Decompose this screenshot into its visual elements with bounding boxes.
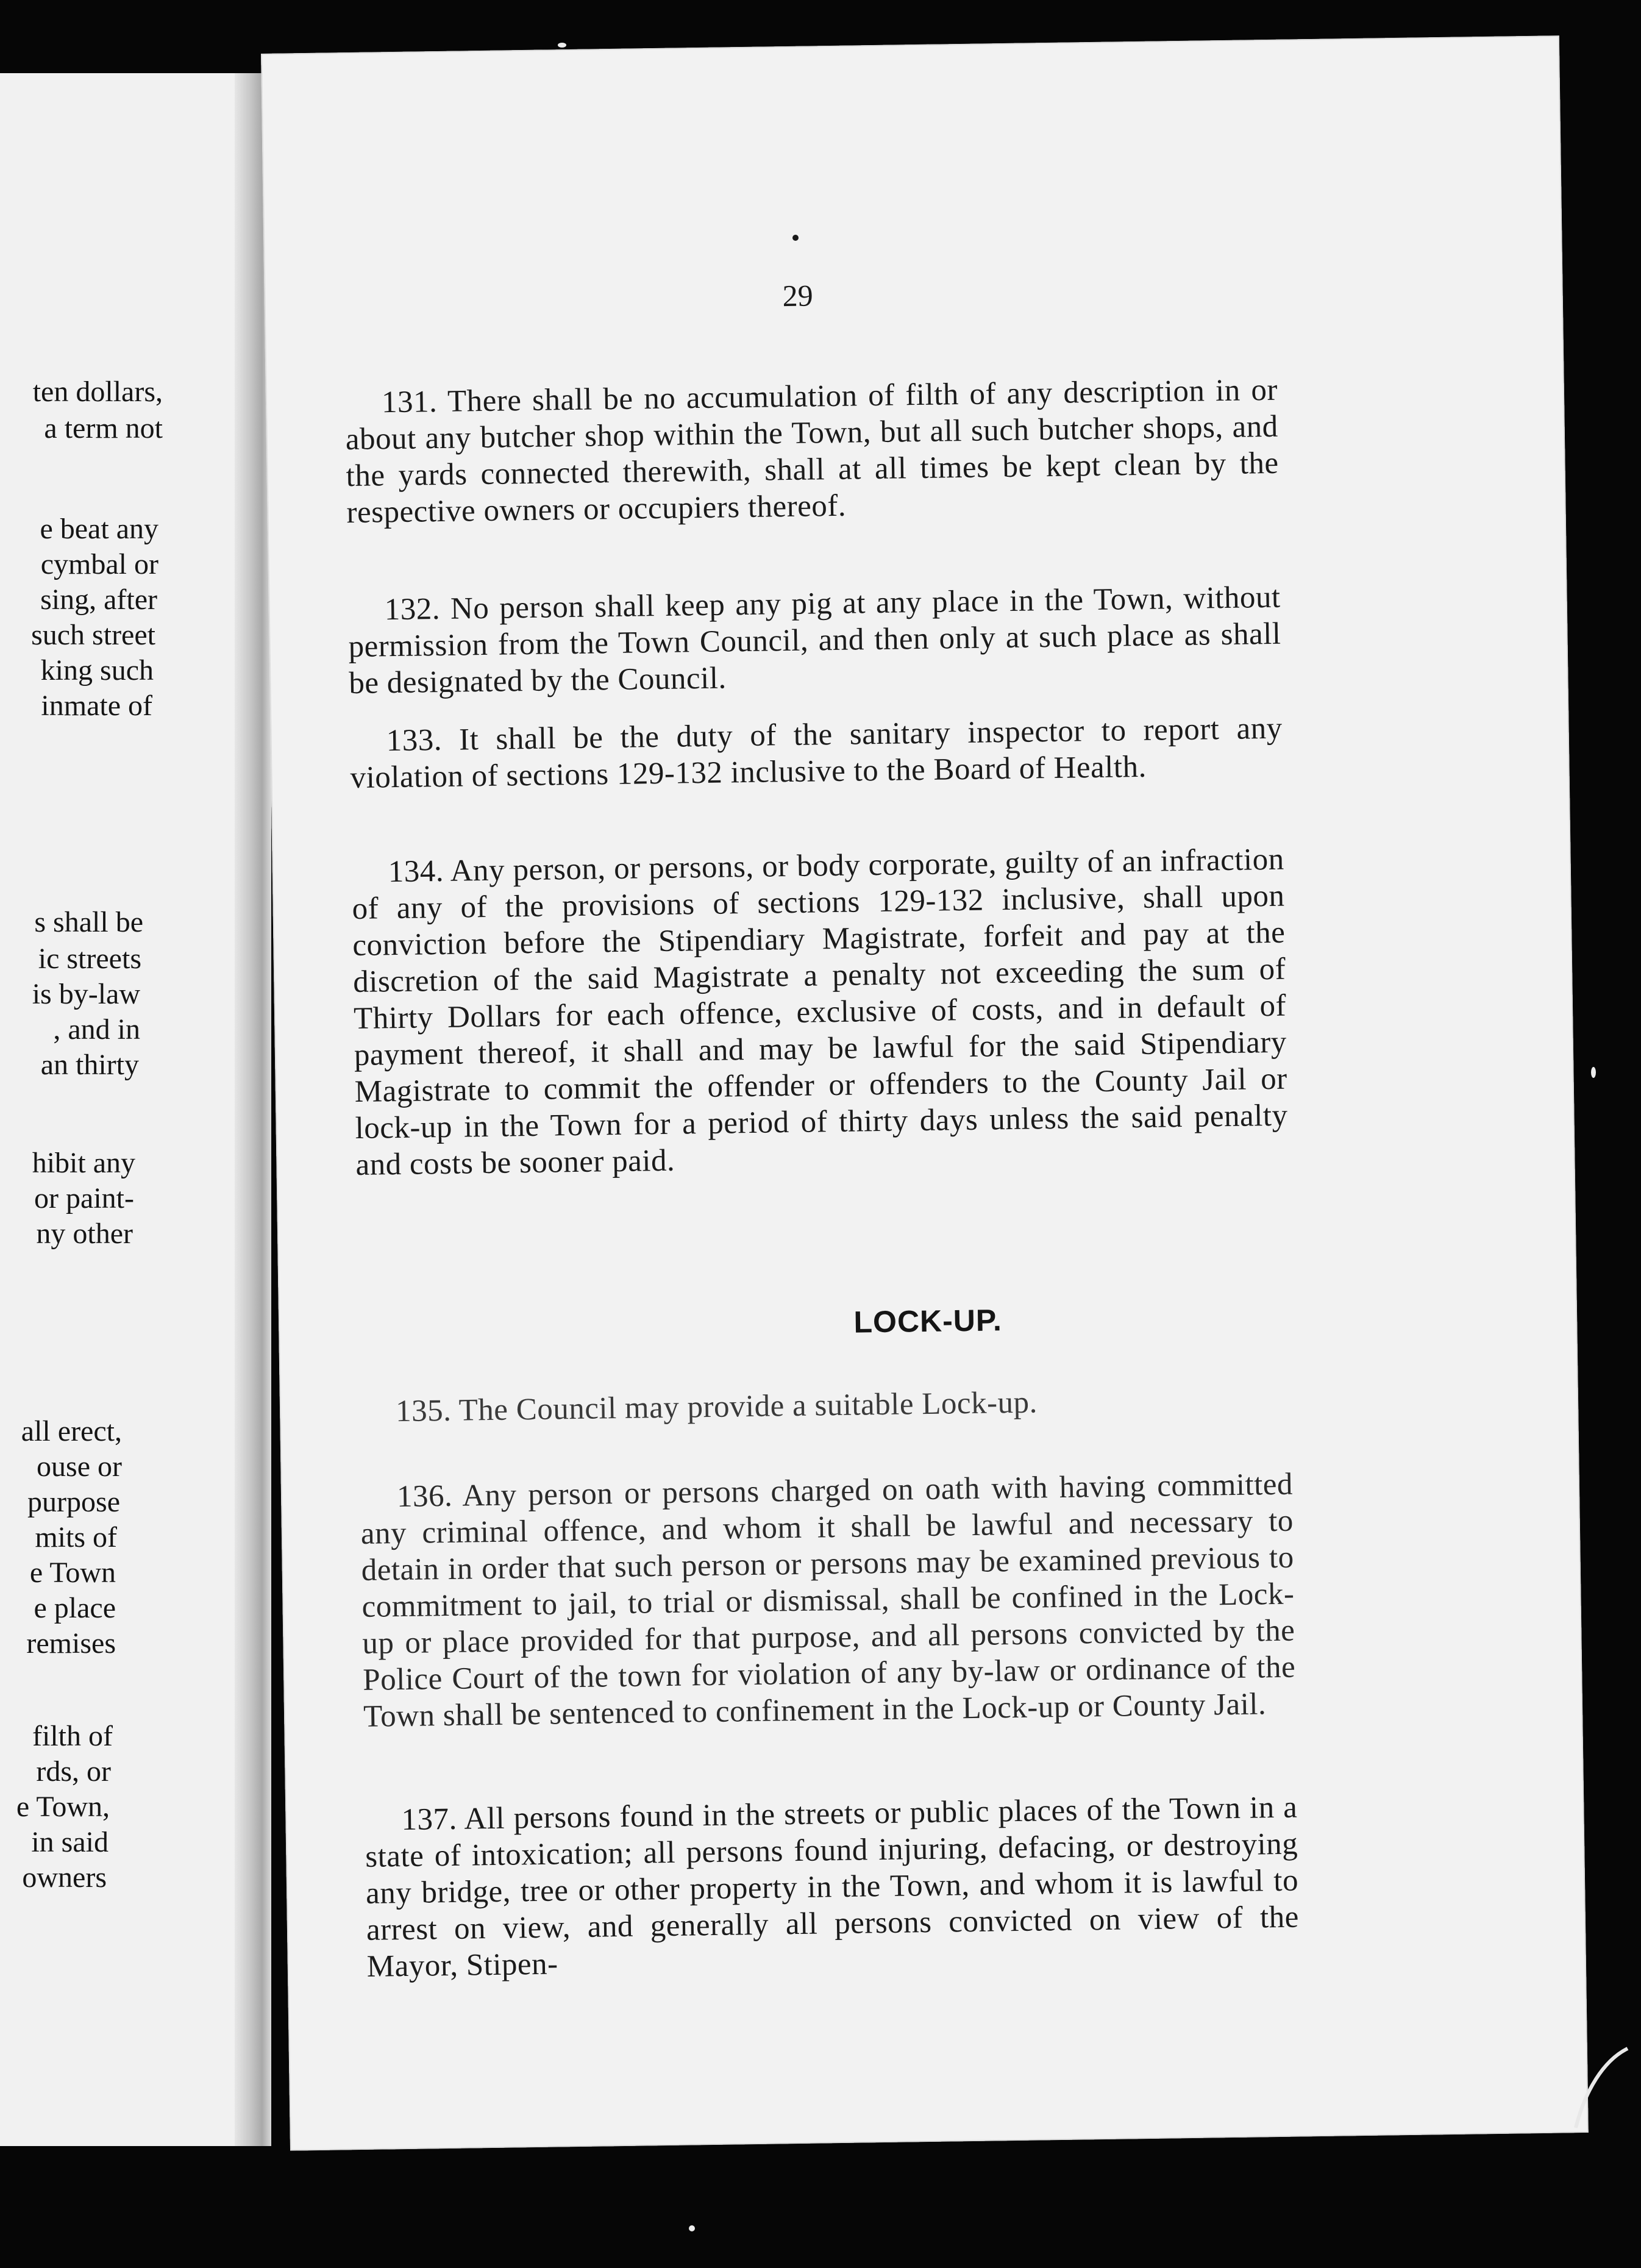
left-line: inmate of [41, 690, 152, 722]
scan-speck [558, 43, 566, 48]
section-134-text: 134. Any person, or persons, or body corporate, guilty of an infraction of any of the provisions of sections 129-132 inclusive, shall upon conviction before the Stipendiary Magistrate, forfeit and pay at the discretion of the said Magistrate a penalty not exceeding the sum of Thirty Dollars for each offence, exclusive of costs, and in default of payment thereof, it shall and may be lawful for the said Stipendiary Magistrate to commit the offender or offenders to the County Jail or lock-up in the Town for a period of thirty days unless the said penalty and costs be sooner paid. [352, 842, 1288, 1183]
left-line: mits of [35, 1521, 117, 1553]
left-line: is by-law [32, 978, 140, 1010]
left-line: a term not [44, 412, 163, 444]
page-edge-curl [1567, 2036, 1634, 2134]
section-134 [351, 841, 1288, 1183]
left-line: ten dollars, [32, 376, 163, 408]
left-line: sing, after [40, 583, 157, 616]
section-135 [359, 1381, 1292, 1430]
left-line: e place [34, 1592, 116, 1624]
section-133-text: 133. It shall be the duty of the sanitary inspector to report any violation of sections 129-132 inclusive to the Board of Health. [350, 711, 1283, 796]
scan-speck [689, 2225, 695, 2231]
left-line: e Town [29, 1557, 116, 1589]
section-136-text: 136. Any person or persons charged on oath with having committed any criminal offence, and whom it shall be lawful and necessary to detain in order that such person or persons may be examined previous to commitment to jail, to trial or dismissal, shall be confined in the Lock-up or place provided for that purpose, and all persons convicted by the Police Court of the town for violation of any by-law or ordinance of the Town shall be sentenced to confinement in the Lock-up or County Jail. [360, 1467, 1296, 1734]
left-line: ny other [36, 1218, 133, 1250]
left-line: e beat any [40, 513, 158, 545]
left-line: s shall be [34, 906, 143, 938]
left-line: purpose [27, 1486, 120, 1518]
left-line: hibit any [32, 1147, 135, 1179]
section-133 [349, 710, 1283, 796]
left-line: an thirty [40, 1049, 139, 1081]
left-line: in said [31, 1826, 109, 1858]
section-135-text: 135. The Council may provide a suitable Lock-up. [395, 1385, 1038, 1429]
page-29 [261, 35, 1589, 2150]
section-137 [365, 1789, 1300, 1985]
ink-speck [792, 235, 799, 241]
left-line: king such [40, 654, 154, 686]
scan-speck [1591, 1067, 1596, 1078]
left-line: e Town, [16, 1791, 110, 1823]
left-line: all erect, [21, 1415, 122, 1447]
left-line: rds, or [36, 1755, 111, 1788]
section-131-text: 131. There shall be no accumulation of filth of any description in or about any butcher shop within the Town, but all such butcher shops, and the yards connected therewith, shall at all times be kept clean by the respective owners or occupiers thereof. [345, 373, 1279, 530]
left-line: cymbal or [40, 548, 158, 580]
left-line: owners [22, 1861, 107, 1894]
left-line: ic streets [38, 943, 141, 975]
page-number: 29 [782, 278, 814, 313]
left-line: remises [26, 1627, 116, 1660]
left-line: ouse or [37, 1450, 122, 1483]
left-line: filth of [32, 1720, 113, 1752]
lock-up-heading: LOCK-UP. [853, 1303, 1003, 1339]
section-136 [360, 1466, 1297, 1735]
left-line: , and in [53, 1013, 140, 1046]
section-131 [345, 372, 1280, 531]
section-137-text: 137. All persons found in the streets or public places of the Town in a state of intoxication; all persons found injuring, defacing, or destroying any bridge, tree or other property in the Town, and whom it is lawful to arrest on view, and generally all persons convicted on view of the Mayor, Stipen- [365, 1790, 1300, 1984]
left-line: such street [31, 619, 155, 651]
section-132-text: 132. No person shall keep any pig at any place in the Town, without permission from the Town Council, and then only at such place as shall be designated by the Council. [348, 580, 1281, 701]
left-line: or paint- [34, 1182, 134, 1214]
section-132 [347, 579, 1281, 702]
